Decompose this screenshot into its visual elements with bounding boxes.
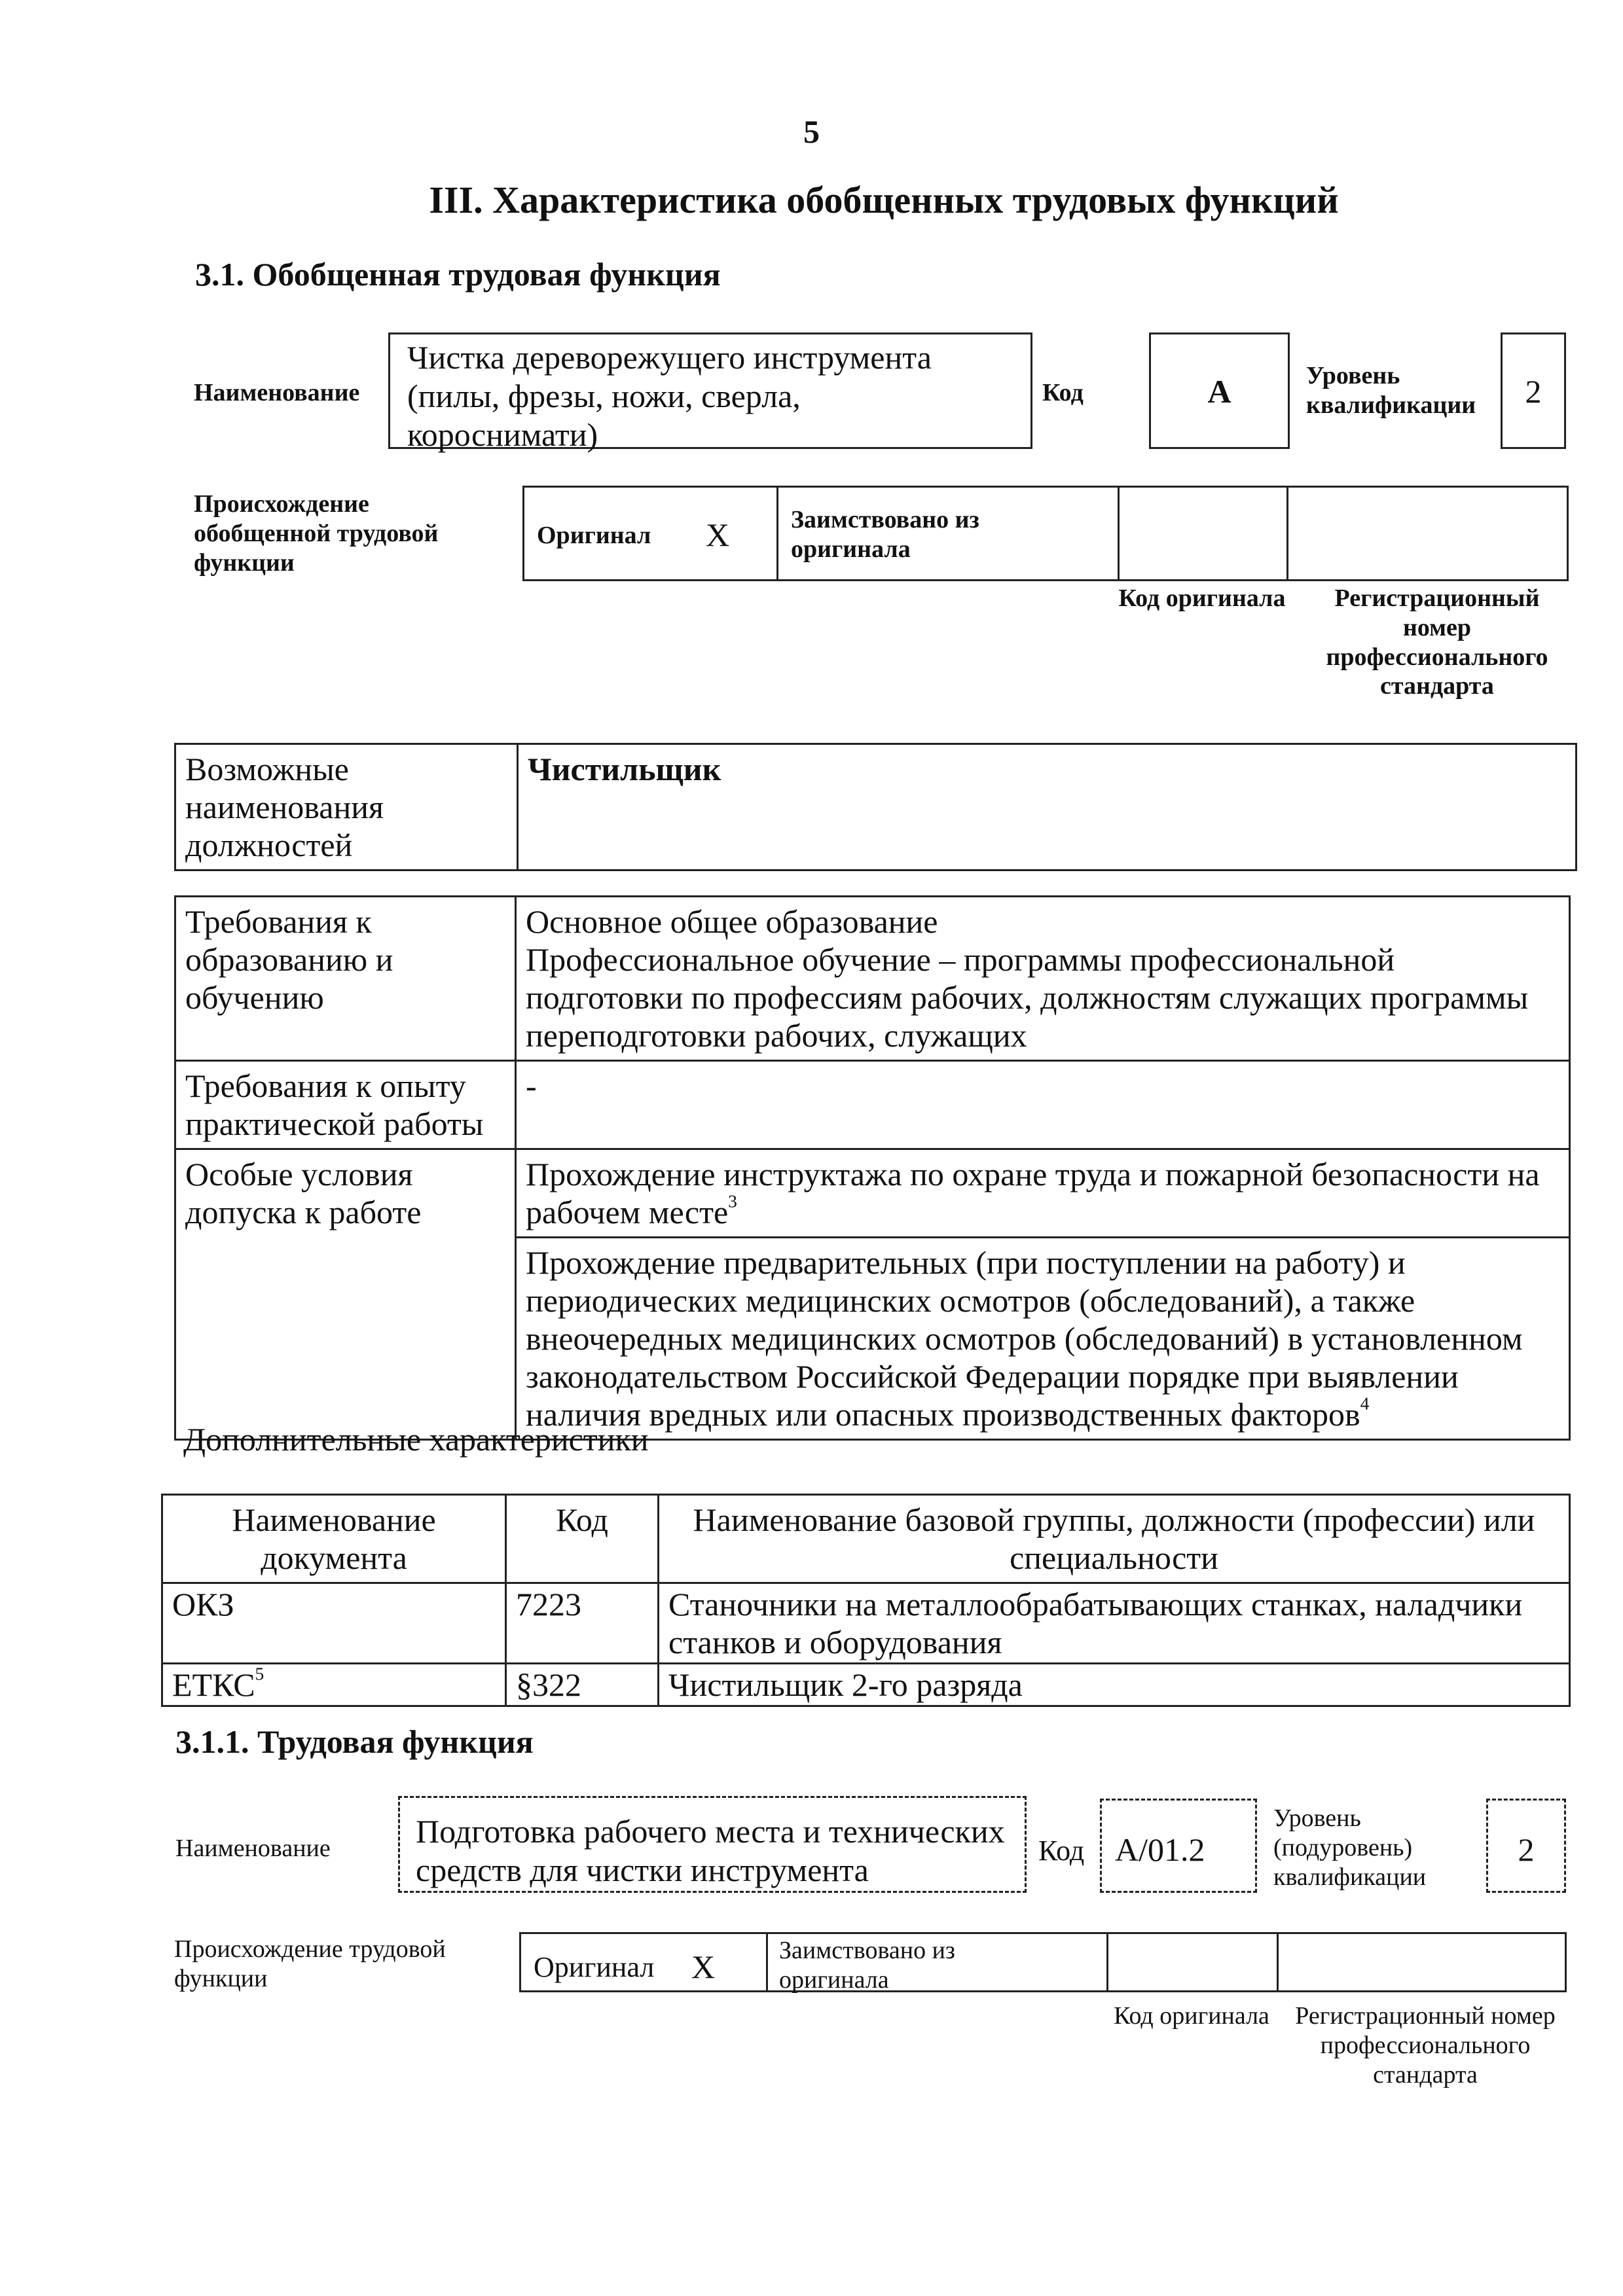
gtf-name-label: Наименование — [194, 379, 360, 406]
gtf-code-value: А — [1207, 373, 1231, 410]
row-name: Чистильщик 2-го разряда — [659, 1664, 1570, 1706]
gtf-origin-divider-3 — [1286, 486, 1288, 581]
conditions-row-1 — [175, 1149, 1570, 1238]
tf-origin-divider-3 — [1277, 1932, 1279, 1992]
tf-code-box — [1100, 1799, 1257, 1893]
gtf-name-box — [388, 332, 1032, 453]
positions-label: Возможные наименования должностей — [175, 744, 518, 870]
row-name: Станочники на металлообрабатывающих станках, наладчики станков и оборудования — [659, 1583, 1570, 1664]
education-cell — [516, 897, 1570, 1061]
tf-origin-divider-2 — [1106, 1932, 1108, 1992]
positions-value: Чистильщик — [518, 744, 1577, 870]
page-number: 5 — [803, 113, 820, 150]
additional-heading: Дополнительные характеристики — [183, 1421, 649, 1458]
education-label: Требования к образованию и обучению — [175, 897, 516, 1061]
row-code: 7223 — [506, 1583, 659, 1664]
tf-original-mark: X — [691, 1948, 716, 1985]
conditions-value-2: Прохождение предварительных (при поступлении на работу) и периодических медицинских осмотров (обследований), а также внеочередных медицинских осмотров (обследований) в установленном законодательством Российской Федерации порядке при выявлении наличия вредных или опасных производственных факторов — [526, 1244, 1523, 1433]
tf-name-label: Наименование — [175, 1835, 331, 1862]
experience-label: Требования к опыту практической работы — [175, 1061, 516, 1149]
additional-header-row — [162, 1495, 1570, 1583]
gtf-name-value: Чистка дереворежущего инструмента (пилы, фрезы, ножи, сверла, короснимати) — [407, 339, 932, 453]
tf-reg-number-caption: Регистрационный номер профессионального стандарта — [1295, 2002, 1556, 2089]
conditions-label: Особые условия допуска к работе — [175, 1149, 516, 1440]
tf-origin-box — [519, 1932, 1567, 1992]
positions-table — [174, 743, 1577, 871]
row-code: §322 — [506, 1664, 659, 1706]
gtf-original-label: Оригинал — [537, 522, 651, 549]
gtf-level-label: Уровень квалификации — [1306, 362, 1476, 419]
conditions-cell-1 — [516, 1149, 1570, 1238]
gtf-origin-divider-2 — [1118, 486, 1120, 581]
gtf-code-label: Код — [1042, 379, 1084, 406]
additional-table — [161, 1494, 1571, 1707]
tf-code-label: Код — [1038, 1835, 1085, 1867]
col-code-header: Код — [506, 1495, 659, 1583]
education-row — [175, 897, 1570, 1061]
tf-original-label: Оригинал — [534, 1951, 655, 1983]
gtf-level-value: 2 — [1525, 373, 1542, 410]
table-row — [162, 1583, 1570, 1664]
education-value-2: Профессиональное обучение – программы профессиональной подготовки по профессиям рабочих, должностям служащих программы переподготовки рабочих, служащих — [526, 941, 1529, 1054]
col-name-header: Наименование базовой группы, должности (профессии) или специальности — [659, 1495, 1570, 1583]
gtf-code-box — [1149, 332, 1290, 449]
gtf-heading: 3.1. Обобщенная трудовая функция — [195, 256, 721, 293]
conditions-cell-2 — [516, 1238, 1570, 1440]
tf-borrowed-label: Заимствовано из оригинала — [779, 1937, 955, 1994]
gtf-origin-box — [522, 486, 1569, 581]
footnote-3: 3 — [728, 1191, 737, 1211]
tf-heading: 3.1.1. Трудовая функция — [175, 1723, 534, 1760]
tf-origin-divider-1 — [766, 1932, 768, 1992]
gtf-level-box — [1501, 332, 1566, 449]
tf-name-value: Подготовка рабочего места и технических средств для чистки инструмента — [416, 1813, 1005, 1888]
gtf-borrowed-label: Заимствовано из оригинала — [791, 506, 979, 563]
requirements-table — [174, 895, 1571, 1441]
conditions-value-1: Прохождение инструктажа по охране труда и пожарной безопасности на рабочем месте — [526, 1156, 1540, 1230]
tf-name-box — [398, 1796, 1027, 1893]
tf-orig-code-caption: Код оригинала — [1114, 2002, 1269, 2030]
experience-value: - — [516, 1061, 1570, 1149]
education-value-1: Основное общее образование — [526, 903, 938, 940]
tf-level-value: 2 — [1518, 1831, 1535, 1868]
table-row — [162, 1664, 1570, 1706]
experience-row — [175, 1061, 1570, 1149]
gtf-original-mark: X — [706, 516, 730, 553]
row-doc: ОКЗ — [172, 1586, 234, 1623]
gtf-reg-number-caption: Регистрационный номер профессионального стандарта — [1326, 584, 1548, 700]
gtf-origin-label: Происхождение обобщенной трудовой функции — [194, 490, 439, 577]
tf-code-value: A/01.2 — [1115, 1831, 1205, 1868]
tf-origin-label: Происхождение трудовой функции — [174, 1935, 446, 1992]
footnote-5: 5 — [255, 1663, 264, 1684]
col-doc-header: Наименование документа — [162, 1495, 506, 1583]
tf-level-label: Уровень (подуровень) квалификации — [1273, 1804, 1427, 1891]
footnote-4: 4 — [1360, 1393, 1370, 1414]
row-doc: ЕТКС — [172, 1666, 255, 1703]
gtf-orig-code-caption: Код оригинала — [1118, 584, 1286, 612]
gtf-origin-divider-1 — [776, 486, 778, 581]
section-title: III. Характеристика обобщенных трудовых функций — [429, 179, 1339, 221]
tf-level-box — [1486, 1799, 1566, 1893]
